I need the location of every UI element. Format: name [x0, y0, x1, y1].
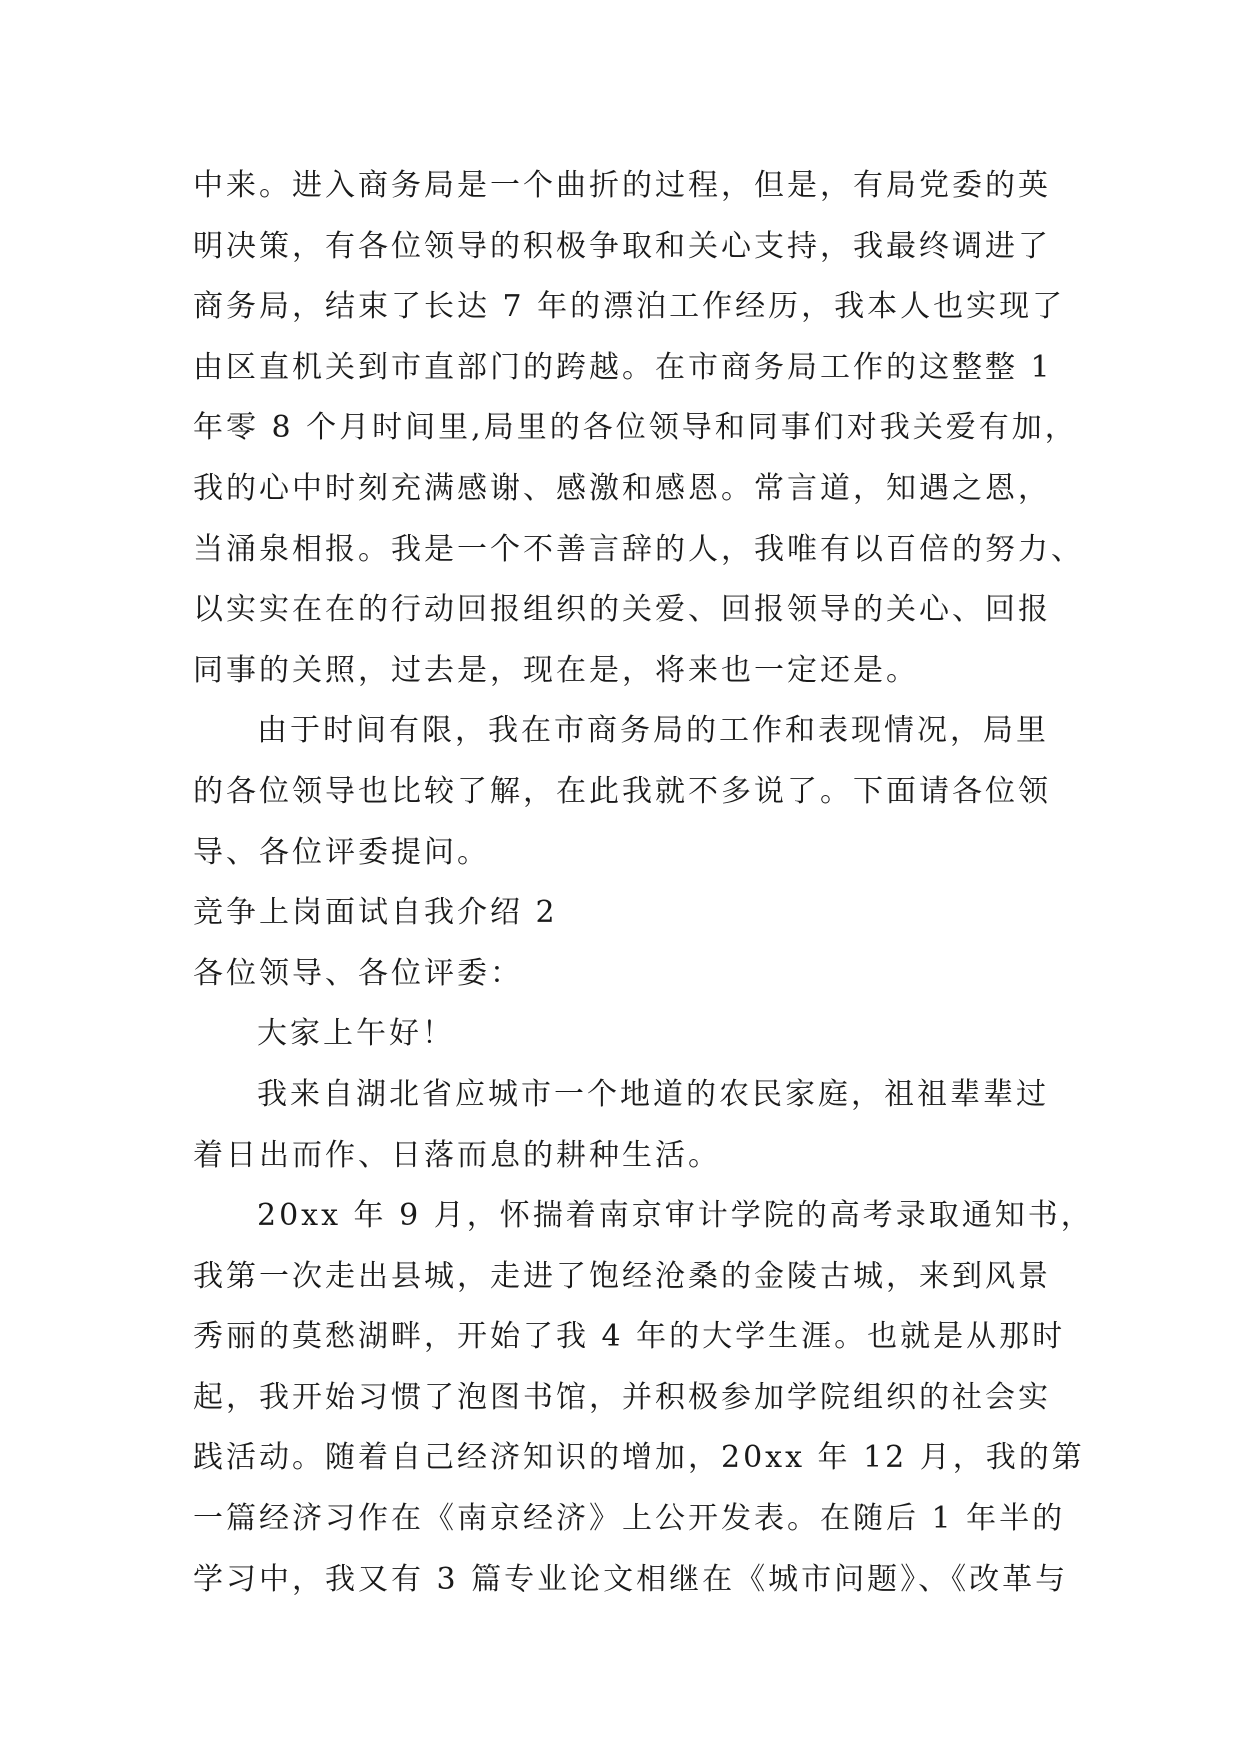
greeting: 大家上午好！ — [257, 1016, 455, 1052]
text-line: 我的心中时刻充满感谢、感激和感恩。常言道，知遇之恩， — [193, 470, 1051, 506]
section-heading: 竞争上岗面试自我介绍 2 — [193, 895, 558, 931]
text-line: 导、各位评委提问。 — [193, 834, 490, 870]
text-line: 秀丽的莫愁湖畔，开始了我 4 年的大学生涯。也就是从那时 — [193, 1319, 1066, 1355]
text-line: 同事的关照，过去是，现在是，将来也一定还是。 — [193, 652, 919, 688]
text-line: 由区直机关到市直部门的跨越。在市商务局工作的这整整 1 — [193, 349, 1053, 385]
text-line: 着日出而作、日落而息的耕种生活。 — [193, 1137, 721, 1173]
text-line: 我第一次走出县城，走进了饱经沧桑的金陵古城，来到风景 — [193, 1258, 1051, 1294]
text-line: 当涌泉相报。我是一个不善言辞的人，我唯有以百倍的努力、 — [193, 531, 1084, 567]
text-line: 明决策，有各位领导的积极争取和关心支持，我最终调进了 — [193, 228, 1051, 264]
document-page — [193, 156, 1094, 1610]
text-line: 践活动。随着自己经济知识的增加，20xx 年 12 月，我的第 — [193, 1440, 1085, 1476]
text-line: 我来自湖北省应城市一个地道的农民家庭，祖祖辈辈过 — [257, 1076, 1049, 1112]
text-line: 中来。进入商务局是一个曲折的过程，但是，有局党委的英 — [193, 168, 1051, 203]
text-line: 以实实在在的行动回报组织的关爱、回报领导的关心、回报 — [193, 592, 1051, 628]
text-line: 年零 8 个月时间里,局里的各位领导和同事们对我关爱有加， — [193, 410, 1078, 446]
text-line: 由于时间有限，我在市商务局的工作和表现情况，局里 — [257, 713, 1049, 749]
text-line: 一篇经济习作在《南京经济》上公开发表。在随后 1 年半的 — [193, 1501, 1066, 1537]
text-line: 20xx 年 9 月，怀揣着南京审计学院的高考录取通知书， — [257, 1198, 1094, 1234]
text-line: 的各位领导也比较了解，在此我就不多说了。下面请各位领 — [193, 773, 1051, 809]
text-line: 商务局，结束了长达 7 年的漂泊工作经历，我本人也实现了 — [193, 289, 1066, 325]
text-line: 学习中，我又有 3 篇专业论文相继在《城市问题》、《改革与 — [193, 1561, 1069, 1597]
salutation: 各位领导、各位评委： — [193, 955, 523, 991]
text-line: 起，我开始习惯了泡图书馆，并积极参加学院组织的社会实 — [193, 1379, 1051, 1415]
